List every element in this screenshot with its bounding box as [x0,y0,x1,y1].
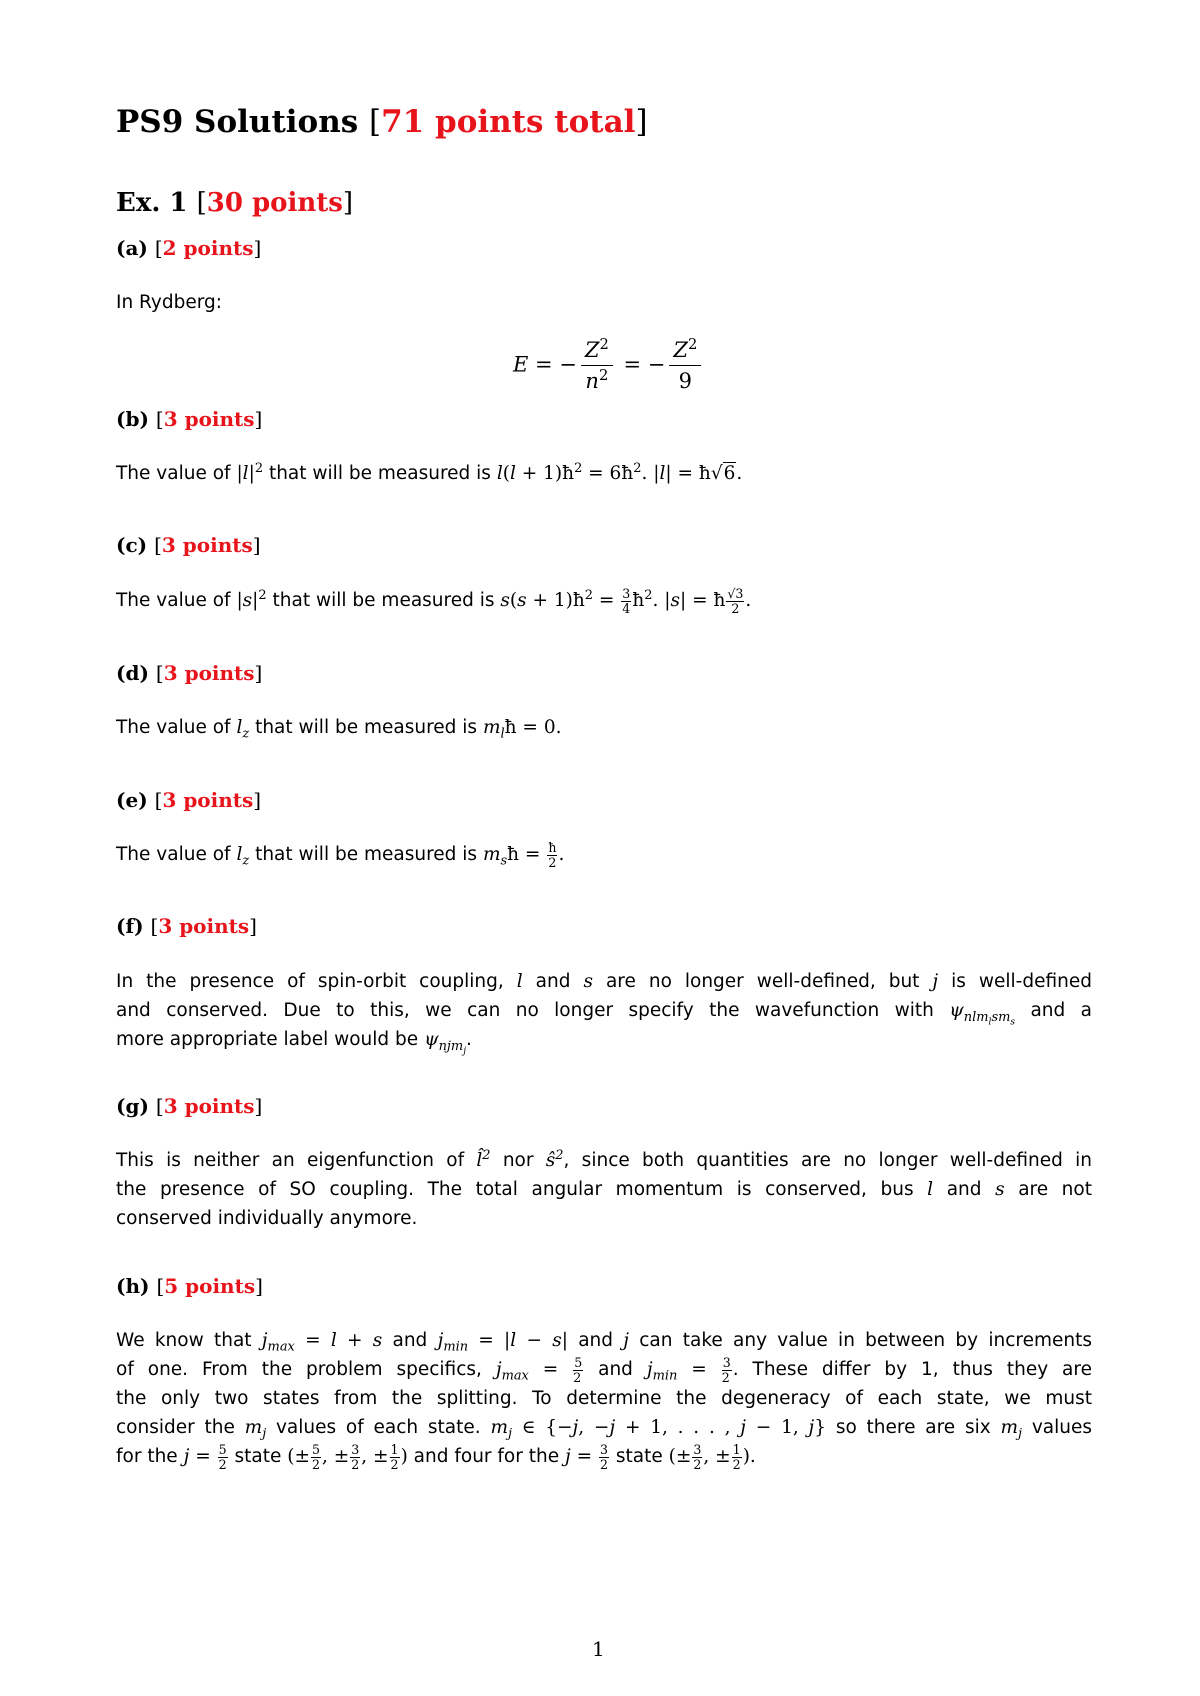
part-c-heading: (c) [3 points] [116,533,261,557]
part-c-text: The value of $|s|^2$ that will be measured is $s(s + 1)ħ^2$ = $\frac{3}{4}$ $ħ^2$. |s| = ħ $\frac{√3}{2}$ . [116,586,752,616]
exercise-heading: Ex. 1 [30 points] [116,188,354,218]
part-h-text: We know that $j_{max} = l + s$ and $j_{min} = |l - s|$ and j can take any value in between by increments of one. From the problem specifics, $j_{max}$ = $\frac{5}{2}$ and $j_{min}$ = $\frac{3}{2}$ . These differ by 1, thus they are the only two states from the splitting. To determine the degeneracy of each state, we must consider the $m_j$ values of each state. $m_j$ ∈ {−j, −j + 1, . . . , j − 1, j} so there are six $m_j$ values for the j = $\frac{5}{2}$ state (± $\frac{5}{2}$ , ± $\frac{3}{2}$ , ± $\frac{1}{2}$ ) and four for the j = $\frac{3}{2}$ state (± $\frac{3}{2}$ , ± $\frac{1}{2}$ ). [116,1330,1092,1472]
part-b-text: The value of $|l|^2$ that will be measured is $l(l + 1)ħ^2$ = $6ħ^2$. |l| = ħ√6. [116,460,743,484]
title-points: 71 points total [381,104,636,140]
part-f-heading: (f) [3 points] [116,914,257,938]
energy-equation: E = − $\frac{Z^2}{n^2}$ = − $\frac{Z^2}{9}$ [513,337,705,395]
part-e-text: The value of $l_z$ that will be measured is $m_sħ$ = $\frac{ħ}{2}$ . [116,840,565,870]
part-e-heading: (e) [3 points] [116,788,262,812]
part-a-text: In Rydberg: [116,292,222,313]
title-text: PS9 Solutions [116,104,359,140]
part-g-text: This is neither an eigenfunction of l̂$^2$ nor $ŝ^2$, since both quantities are no longer well-defined in the presence of SO coupling. The total angular momentum is conserved, bus l and s are not conserved individually anymore. [116,1147,1092,1229]
part-a-heading: (a) [2 points] [116,236,262,260]
page-number: 1 [592,1637,605,1661]
page-title: PS9 Solutions [71 points total] [116,104,648,140]
exercise-label: Ex. 1 [116,188,188,218]
part-f-text: In the presence of spin-orbit coupling, l and s are no longer well-defined, but j is well-defined and conserved. Due to this, we can no longer specify the wavefunction with $\psi_{nlm_lsm_s}$ and a more appropriate label would be $\psi_{njm_j}$. [116,971,1092,1057]
part-b-heading: (b) [3 points] [116,407,263,431]
part-h-heading: (h) [5 points] [116,1274,263,1298]
exercise-points: 30 points [206,188,343,218]
part-g-heading: (g) [3 points] [116,1094,263,1118]
part-d-text: The value of $l_z$ that will be measured is $m_lħ = 0$. [116,717,562,742]
part-d-heading: (d) [3 points] [116,661,263,685]
